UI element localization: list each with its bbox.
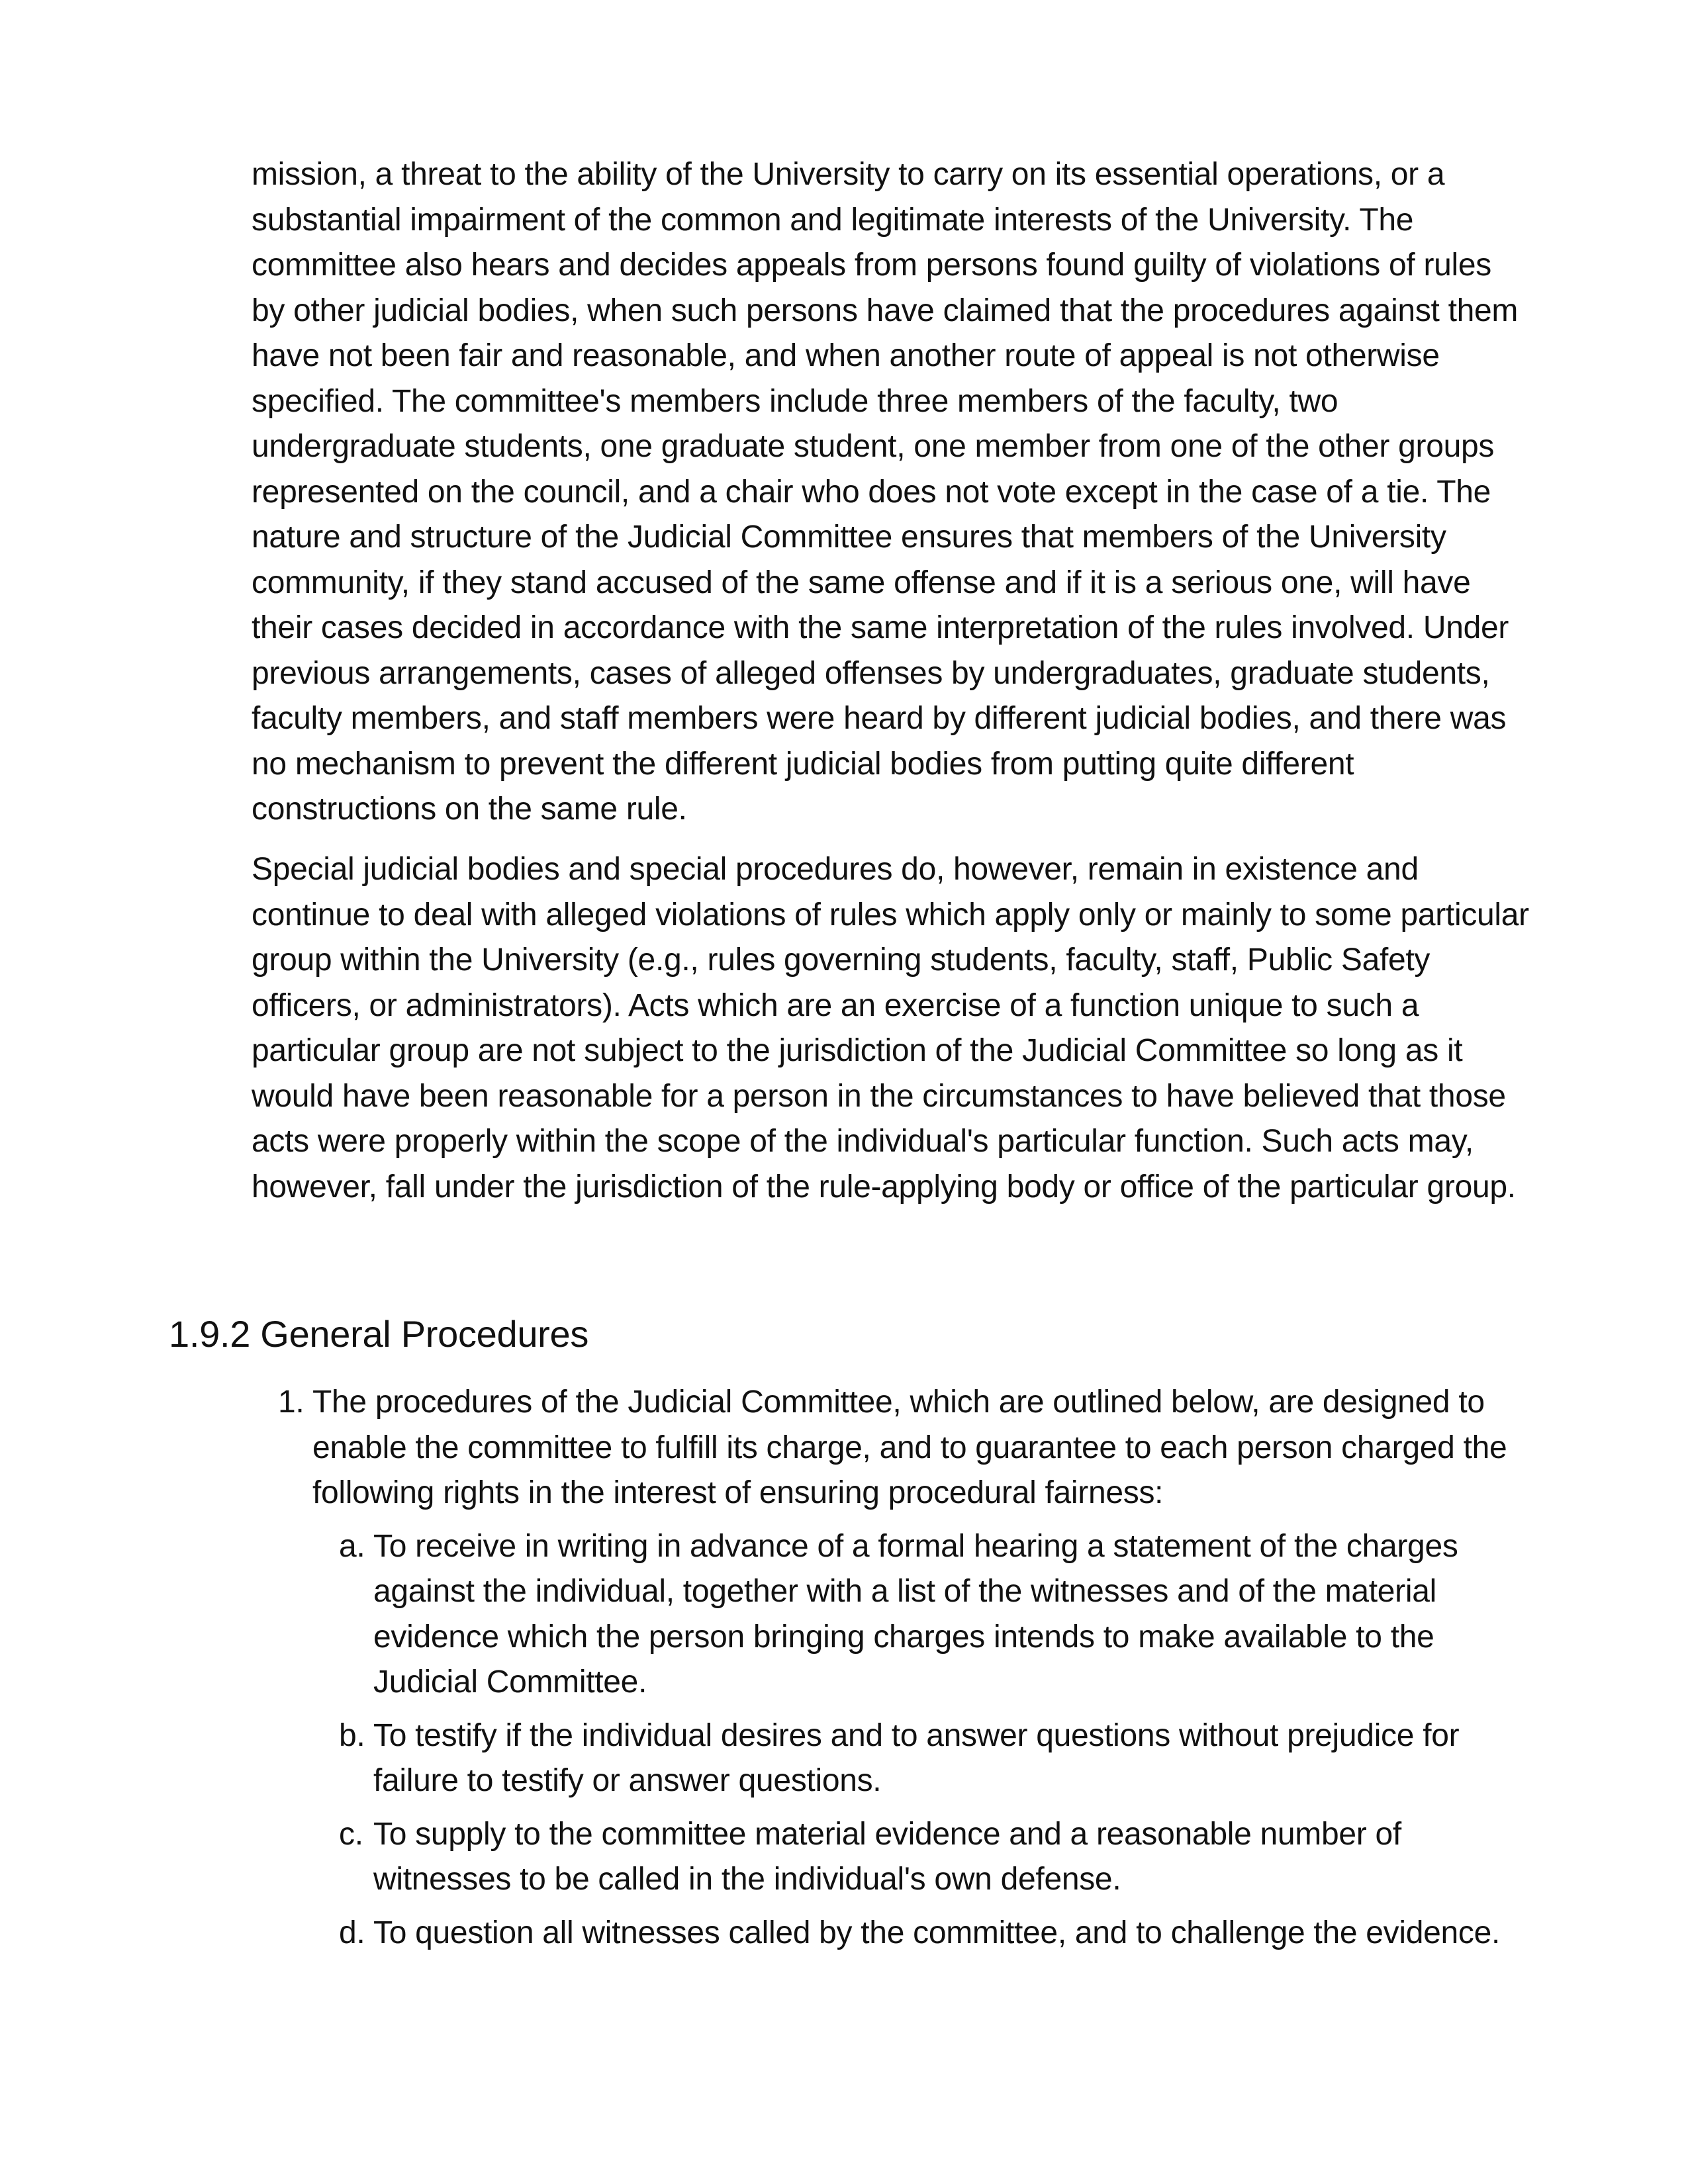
procedures-list — [278, 1380, 1536, 1964]
list-item — [278, 1380, 1536, 1956]
section-heading: 1.9.2 General Procedures — [169, 1313, 589, 1355]
rights-sublist — [278, 1524, 1536, 1956]
sublist-item — [339, 1812, 1536, 1903]
sublist-item-text: To supply to the committee material evidence and a reasonable number of witnesses to be called in the individual's own defense. — [373, 1816, 1401, 1897]
list-item-number: 1. — [278, 1385, 305, 1420]
sublist-item-text: To question all witnesses called by the committee, and to challenge the evidence. — [373, 1915, 1501, 1950]
sublist-item-text: To receive in writing in advance of a formal hearing a statement of the charges against the individual, together with a list of the witnesses and of the material evidence which the person bringing charges intends to make available to the Judicial Committee. — [373, 1528, 1458, 1700]
sublist-item-letter: c. — [339, 1816, 363, 1852]
sublist-item — [339, 1524, 1536, 1706]
sublist-item — [339, 1911, 1536, 1956]
sublist-item-letter: b. — [339, 1717, 365, 1753]
body-paragraph: Special judicial bodies and special procedures do, however, remain in existence and continue to deal with alleged violations of rules which apply only or mainly to some particular group within the University (e.g., rules governing students, faculty, staff, Public Safety officers, or administrators). Acts which are an exercise of a function unique to such a particular group are not subject to the jurisdiction of the Judicial Committee so long as it would have been reasonable for a person in the circumstances to have believed that those acts were properly within the scope of the individual's particular function. Such acts may, however, fall under the jurisdiction of the rule-applying body or office of the particular group. — [252, 852, 1529, 1205]
list-item-text: The procedures of the Judicial Committee, which are outlined below, are designed to enable the committee to fulfill its charge, and to guarantee to each person charged the following rights in the interest of ensuring procedural fairness: — [312, 1385, 1507, 1510]
sublist-item — [339, 1713, 1536, 1804]
sublist-item-letter: a. — [339, 1528, 365, 1564]
sublist-item-letter: d. — [339, 1915, 365, 1950]
body-paragraph: mission, a threat to the ability of the University to carry on its essential operations, or a substantial impairment of the common and legitimate interests of the University. The committee also hears and decides appeals from persons found guilty of violations of rules by other judicial bodies, when such persons have claimed that the procedures against them have not been fair and reasonable, and when another route of appeal is not otherwise specified. The committee's members include three members of the faculty, two undergraduate students, one graduate student, one member from one of the other groups represented on the council, and a chair who does not vote except in the case of a tie. The nature and structure of the Judicial Committee ensures that members of the University community, if they stand accused of the same offense and if it is a serious one, will have their cases decided in accordance with the same interpretation of the rules involved. Under previous arrangements, cases of alleged offenses by undergraduates, graduate students, faculty members, and staff members were heard by different judicial bodies, and there was no mechanism to prevent the different judicial bodies from putting quite different constructions on the same rule. — [252, 157, 1519, 827]
sublist-item-text: To testify if the individual desires and to answer questions without prejudice for failure to testify or answer questions. — [373, 1717, 1460, 1798]
